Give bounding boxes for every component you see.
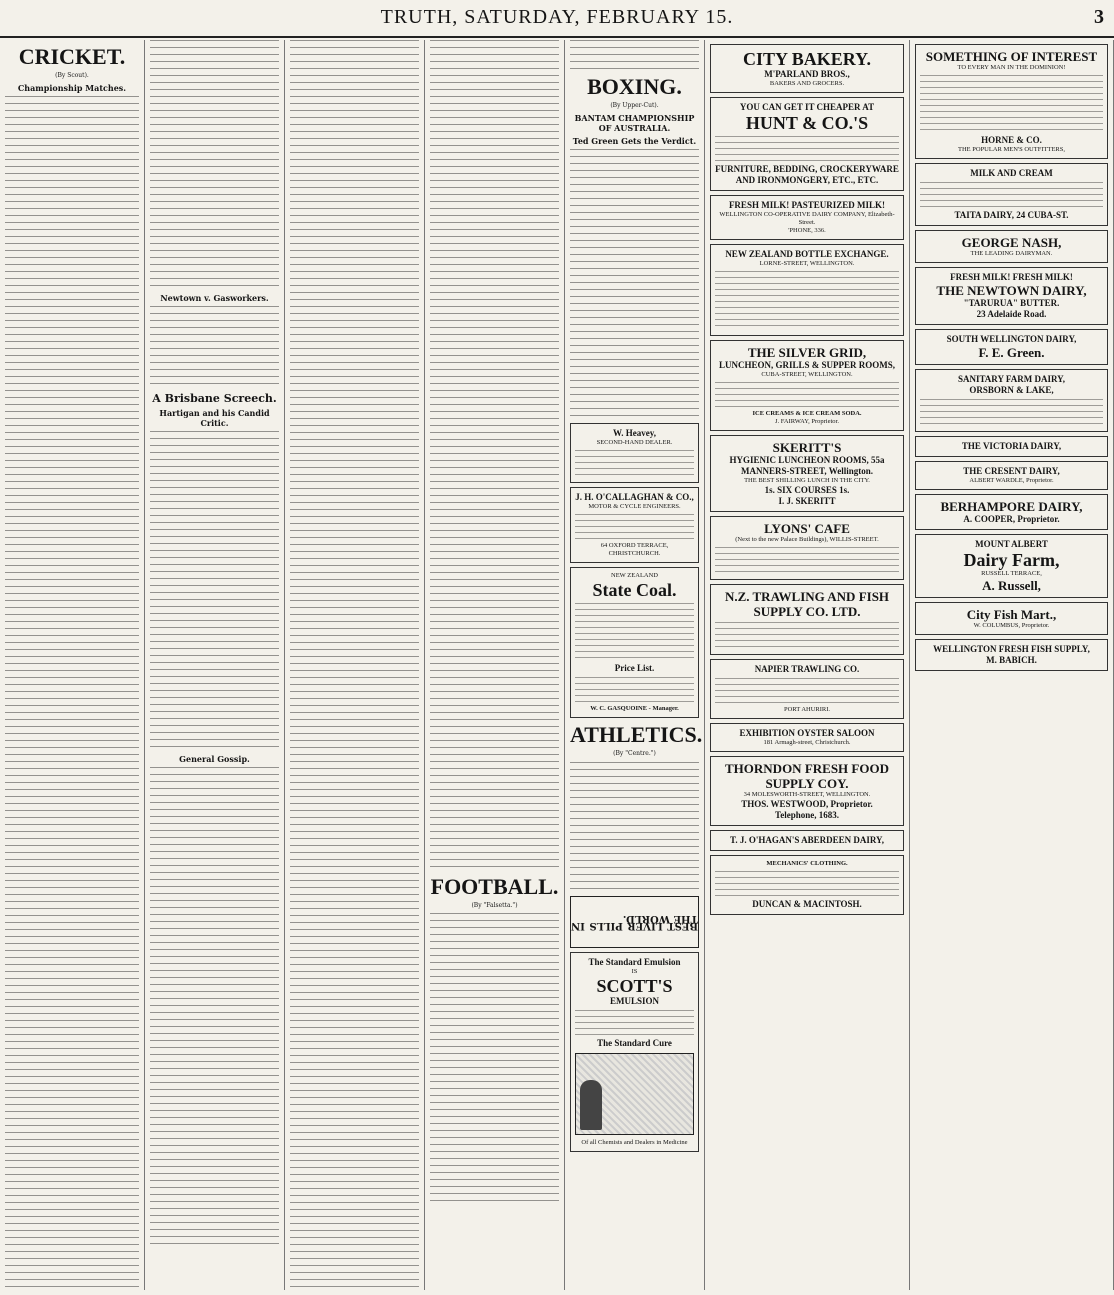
taita: TAITA DAIRY, 24 CUBA-ST.: [954, 210, 1069, 220]
lyons-ad: [710, 516, 904, 580]
thorndon-ad: [710, 756, 904, 826]
ice-creams: ICE CREAMS & ICE CREAM SODA.: [752, 410, 862, 417]
milk-cream: MILK AND CREAM: [970, 168, 1053, 178]
brisbane-subhead: A Brisbane Screech.: [152, 392, 277, 405]
scotts-brand: SCOTT'S: [596, 975, 673, 996]
ocallaghan-text: [575, 514, 694, 542]
hartigan-body: [150, 431, 279, 751]
newspaper-title: TRUTH, SATURDAY, FEBRUARY 15.: [380, 6, 734, 28]
football-heading: FOOTBALL.: [430, 874, 559, 899]
south-wellington-ad: [915, 329, 1108, 365]
mount-albert-ad: [915, 534, 1108, 598]
lyons-text: [715, 547, 899, 575]
fairway: J. FAIRWAY, Proprietor.: [775, 418, 839, 425]
column-athletics: [425, 40, 565, 1290]
ocallaghan-sub: MOTOR & CYCLE ENGINEERS.: [588, 503, 681, 511]
victoria-ad: [915, 436, 1108, 457]
nz-bottle: NEW ZEALAND BOTTLE EXCHANGE.: [725, 249, 889, 259]
napier-trawling-ad: [710, 659, 904, 719]
price-table: [575, 677, 694, 705]
a-russell: A. Russell,: [982, 578, 1041, 593]
newtown-dairy: THE NEWTOWN DAIRY,: [936, 283, 1087, 298]
outfitters: THE POPULAR MEN'S OUTFITTERS,: [958, 146, 1065, 153]
cresent: THE CRESENT DAIRY,: [963, 466, 1060, 476]
victoria-dairy: THE VICTORIA DAIRY,: [961, 441, 1062, 451]
athletics-byline: (By "Centre."): [613, 750, 656, 758]
mparland: M'PARLAND BROS.,: [764, 69, 850, 79]
mount-albert: MOUNT ALBERT: [975, 539, 1048, 549]
babich: M. BABICH.: [986, 655, 1037, 665]
bakers: BAKERS AND GROCERS.: [769, 80, 845, 87]
city-fish-ad: [915, 602, 1108, 635]
bottle-exchange-ad: [710, 244, 904, 336]
fresh-milk-ad: [710, 195, 904, 240]
taita-ad: [915, 163, 1108, 226]
something-text: [920, 75, 1103, 135]
column-cricket-3: [285, 40, 425, 1290]
wardle: ALBERT WARDLE, Proprietor.: [969, 477, 1054, 484]
telephone-1683: Telephone, 1683.: [775, 810, 839, 820]
state-coal-line2: State Coal.: [592, 580, 677, 601]
football-intro: [430, 600, 559, 870]
cricket-byline: (By Scout).: [55, 72, 89, 79]
heavey-text: [575, 450, 694, 478]
taita-text: [920, 182, 1103, 210]
furniture-text: FURNITURE, BEDDING, CROCKERYWARE AND IRONMONGERY, ETC., ETC.: [715, 164, 899, 185]
bottle-text: [715, 271, 899, 331]
mechanics: MECHANICS' CLOTHING.: [766, 860, 848, 867]
athletics-body: [570, 762, 699, 892]
hartigan-subhead: Hartigan and his Candid Critic.: [159, 408, 270, 428]
berhampore-ad: [915, 494, 1108, 530]
cricket-body-text-4: [430, 40, 559, 600]
thorndon-address: 34 MOLESWORTH-STREET, WELLINGTON.: [743, 791, 871, 798]
mechanics-ad: [710, 855, 904, 915]
gasquoine: W. C. GASQUOINE - Manager.: [590, 705, 679, 713]
wellington-fish: WELLINGTON FRESH FISH SUPPLY,: [933, 644, 1090, 654]
best-shilling: THE BEST SHILLING LUNCH IN THE CITY.: [744, 477, 870, 484]
mechanics-text: [715, 871, 899, 899]
heavey-sub: SECOND-HAND DEALER.: [596, 439, 673, 447]
scotts-emulsion: EMULSION: [609, 995, 659, 1006]
football-byline: (By "Falsetta."): [471, 902, 518, 909]
wellington-coop: WELLINGTON CO-OPERATIVE DAIRY COMPANY, Elizabeth-Street.: [719, 211, 895, 226]
luncheon: LUNCHEON, GRILLS & SUPPER ROOMS,: [718, 360, 896, 370]
dairy-farm: Dairy Farm,: [963, 550, 1060, 570]
boxing-subhead-2: Ted Green Gets the Verdict.: [572, 136, 697, 147]
scotts-fisherman-illustration: [575, 1053, 694, 1135]
something-interest-ad: [915, 44, 1108, 159]
ohagan-ad: [710, 830, 904, 851]
westwood: THOS. WESTWOOD, Proprietor.: [741, 799, 873, 809]
napier-trawling: NAPIER TRAWLING CO.: [754, 664, 860, 674]
column-ads-right: [910, 40, 1114, 1290]
scotts-text: [575, 1010, 694, 1038]
cheaper-text: YOU CAN GET IT CHEAPER AT: [739, 102, 875, 112]
gossip-body: [150, 767, 279, 1247]
city-bakery-ad: [710, 44, 904, 93]
hygienic: HYGIENIC LUNCHEON ROOMS, 55a MANNERS-STREET, Wellington.: [729, 455, 885, 476]
fisherman-figure: [580, 1080, 602, 1130]
exhibition: EXHIBITION OYSTER SALOON: [739, 728, 875, 738]
cricket-subhead: Championship Matches.: [17, 83, 127, 94]
price-list: Price List.: [614, 663, 655, 674]
adelaide-road: 23 Adelaide Road.: [976, 309, 1047, 319]
city-fish: City Fish Mart.,: [966, 607, 1057, 622]
ocallaghan-ad: [570, 487, 699, 563]
boxing-body: [570, 149, 699, 419]
column-cricket: [0, 40, 145, 1290]
athletics-heading: ATHLETICS.: [570, 722, 703, 748]
cricket-body-text-3: [290, 40, 419, 1290]
scotts-is: IS: [631, 967, 638, 975]
napier-text: [715, 678, 899, 706]
ohagan: T. J. O'HAGAN'S ABERDEEN DAIRY,: [730, 835, 884, 845]
cresent-ad: [915, 461, 1108, 490]
lorne-street: LORNE-STREET, WELLINGTON.: [759, 260, 855, 267]
george-nash: GEORGE NASH,: [961, 235, 1062, 250]
state-coal-ad: [570, 567, 699, 718]
sanitary-ad: [915, 369, 1108, 432]
duncan: DUNCAN & MACINTOSH.: [752, 899, 862, 909]
scotts-top: The Standard Emulsion: [588, 956, 681, 967]
dominion: TO EVERY MAN IN THE DOMINION!: [957, 64, 1066, 71]
state-coal-line1: NEW ZEALAND: [611, 572, 658, 580]
thorndon: THORNDON FRESH FOOD SUPPLY COY.: [725, 761, 889, 791]
leading-dairyman: THE LEADING DAIRYMAN.: [970, 250, 1053, 257]
something: SOMETHING OF INTEREST: [925, 49, 1098, 64]
port-ahuriri: PORT AHURIRI.: [783, 706, 831, 713]
heavey-ad: [570, 423, 699, 483]
six-courses: 1s. SIX COURSES 1s.: [764, 485, 850, 495]
wellington-fish-ad: [915, 639, 1108, 671]
liver-pills-ad: BEST LIVER PILLS IN THE WORLD.: [570, 896, 699, 948]
silver-grid-text: [715, 382, 899, 410]
boxing-subhead: BANTAM CHAMPIONSHIP OF AUSTRALIA.: [574, 113, 695, 134]
state-coal-text: [575, 603, 694, 663]
ocallaghan-address: 64 OXFORD TERRACE, CHRISTCHURCH.: [600, 542, 669, 558]
fresh-milk-2: FRESH MILK! FRESH MILK!: [950, 272, 1073, 282]
standard-cure: The Standard Cure: [597, 1037, 672, 1048]
skeritt: SKERITT'S: [772, 440, 842, 455]
silver-grid: THE SILVER GRID,: [747, 345, 867, 360]
berhampore: BERHAMPORE DAIRY,: [940, 499, 1083, 514]
cricket-body-text: [5, 96, 139, 1290]
nz-trawling: N.Z. TRAWLING AND FISH SUPPLY CO. LTD.: [724, 589, 890, 619]
exhibition-ad: [710, 723, 904, 752]
armagh: 181 Armagh-street, Christchurch.: [763, 739, 851, 746]
columbus: W. COLUMBUS, Proprietor.: [973, 622, 1050, 629]
nz-trawling-text: [715, 622, 899, 650]
horne: HORNE & CO.: [981, 135, 1042, 145]
heavey-name: W. Heavey,: [613, 428, 656, 439]
cuba-street: CUBA-STREET, WELLINGTON.: [761, 371, 853, 378]
ij-skeritt: I. J. SKERITT: [778, 496, 836, 506]
hunt-text: [715, 136, 899, 164]
wrestling-body: [570, 40, 699, 70]
newtown-subhead: Newtown v. Gasworkers.: [160, 293, 269, 303]
lyons-sub: (Next to the new Palace Buildings), WILLIS-STREET.: [735, 536, 879, 543]
cooper: A. COOPER, Proprietor.: [963, 514, 1060, 524]
boxing-heading: BOXING.: [587, 74, 682, 99]
tarurua: "TARURUA" BUTTER.: [963, 298, 1060, 308]
george-nash-ad: [915, 230, 1108, 263]
skeritt-ad: [710, 435, 904, 512]
sanitary-text: [920, 399, 1103, 427]
south-wellington: SOUTH WELLINGTON DAIRY,: [946, 334, 1077, 344]
newtown-dairy-ad: [915, 267, 1108, 325]
fresh-milk: FRESH MILK! PASTEURIZED MILK!: [728, 200, 886, 210]
orsborn: ORSBORN & LAKE,: [969, 385, 1054, 395]
nz-trawling-ad: [710, 584, 904, 655]
scotts-footer: Of all Chemists and Dealers in Medicine: [581, 1138, 688, 1146]
column-ads-left: [705, 40, 910, 1290]
sanitary: SANITARY FARM DAIRY,: [957, 374, 1066, 384]
column-boxing: [565, 40, 705, 1290]
fe-green: F. E. Green.: [978, 345, 1045, 360]
column-cricket-2: [145, 40, 285, 1290]
lyons: LYONS' CAFE: [764, 521, 850, 536]
city-bakery: CITY BAKERY.: [742, 49, 872, 69]
gossip-subhead: General Gossip.: [179, 754, 250, 764]
silver-grid-ad: [710, 340, 904, 431]
ocallaghan-name: J. H. O'CALLAGHAN & CO.,: [575, 492, 694, 503]
hunt-name: HUNT & CO.'S: [745, 113, 869, 133]
masthead: [0, 0, 1114, 38]
hunt-ad: [710, 97, 904, 191]
boxing-byline: (By Upper-Cut).: [610, 102, 659, 109]
newtown-body: [150, 306, 279, 386]
cricket-body-text-2: [150, 40, 279, 290]
cricket-heading: CRICKET.: [18, 44, 126, 69]
page-number: 3: [1094, 6, 1104, 28]
football-body: [430, 913, 559, 1203]
scotts-emulsion-ad: [570, 952, 699, 1152]
phone-336: 'PHONE, 336.: [788, 227, 826, 234]
russell: RUSSELL TERRACE,: [981, 570, 1042, 577]
